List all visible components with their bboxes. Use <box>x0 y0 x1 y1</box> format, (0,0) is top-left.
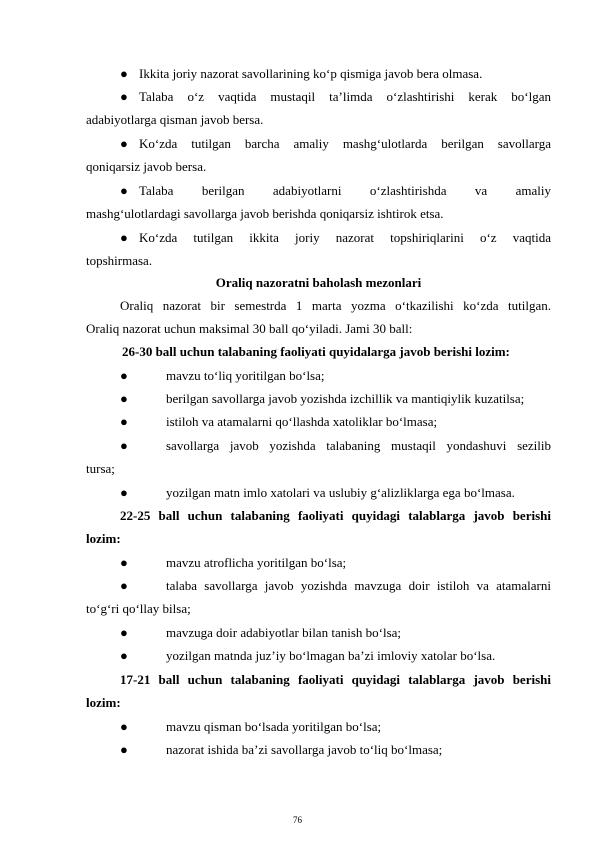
criteria-title: 22-25 ball uchun talabaning faoliyati quyidagi talablarga javob berishi <box>120 508 551 523</box>
bullet-icon: ● <box>120 438 128 453</box>
list-item: savollarga javob yozishda talabaning mustaqil yondashuvi sezilib <box>166 438 551 453</box>
list-item: mavzu atroflicha yoritilgan bo‘lsa; <box>166 555 347 570</box>
list-item: Ko‘zda tutilgan ikkita joriy nazorat topshiriqlarini o‘z vaqtida <box>139 230 551 245</box>
list-item-continuation: tursa; <box>86 461 115 476</box>
list-item: berilgan savollarga javob yozishda izchillik va mantiqiylik kuzatilsa; <box>166 391 525 406</box>
list-item-continuation: topshirmasa. <box>86 253 153 268</box>
bullet-icon: ● <box>120 89 128 104</box>
list-item-continuation: qoniqarsiz javob bersa. <box>86 159 207 174</box>
list-item: mavzu qisman bo‘lsada yoritilgan bo‘lsa; <box>166 719 382 734</box>
bullet-icon: ● <box>120 183 128 198</box>
paragraph-line: Oraliq nazorat uchun maksimal 30 ball qo‘yiladi. Jami 30 ball: <box>86 321 413 336</box>
criteria-title: 26-30 ball uchun talabaning faoliyati quyidalarga javob berishi lozim: <box>122 344 510 359</box>
bullet-icon: ● <box>120 719 128 734</box>
bullet-icon: ● <box>120 136 128 151</box>
bullet-icon: ● <box>120 414 128 429</box>
list-item: nazorat ishida ba’zi savollarga javob to‘liq bo‘lmasa; <box>166 742 443 757</box>
list-item: yozilgan matnda juz’iy bo‘lmagan ba’zi imloviy xatolar bo‘lsa. <box>166 648 496 663</box>
list-item-continuation: mashg‘ulotlardagi savollarga javob berishda qoniqarsiz ishtirok etsa. <box>86 206 444 221</box>
page-number: 76 <box>293 815 302 825</box>
bullet-icon: ● <box>120 485 128 500</box>
bullet-icon: ● <box>120 578 128 593</box>
bullet-icon: ● <box>120 230 128 245</box>
list-item: mavzuga doir adabiyotlar bilan tanish bo‘lsa; <box>166 625 402 640</box>
list-item-continuation: adabiyotlarga qisman javob bersa. <box>86 112 264 127</box>
criteria-title-continuation: lozim: <box>86 695 121 710</box>
bullet-icon: ● <box>120 742 128 757</box>
bullet-icon: ● <box>120 555 128 570</box>
list-item: mavzu to‘liq yoritilgan bo‘lsa; <box>166 368 325 383</box>
list-item: Talaba berilgan adabiyotlarni o‘zlashtirishda va amaliy <box>139 183 551 198</box>
list-item-continuation: to‘g‘ri qo‘llay bilsa; <box>86 601 191 616</box>
list-item: istiloh va atamalarni qo‘llashda xatoliklar bo‘lmasa; <box>166 414 438 429</box>
list-item: talaba savollarga javob yozishda mavzuga doir istiloh va atamalarni <box>166 578 551 593</box>
bullet-icon: ● <box>120 648 128 663</box>
section-heading: Oraliq nazoratni baholash mezonlari <box>215 275 422 290</box>
list-item: Talaba o‘z vaqtida mustaqil ta’limda o‘zlashtirishi kerak bo‘lgan <box>139 89 551 104</box>
bullet-icon: ● <box>120 368 128 383</box>
criteria-title-continuation: lozim: <box>86 531 121 546</box>
paragraph-line: Oraliq nazorat bir semestrda 1 marta yozma o‘tkazilishi ko‘zda tutilgan. <box>120 298 551 313</box>
list-item: yozilgan matn imlo xatolari va uslubiy g‘alizliklarga ega bo‘lmasa. <box>166 485 515 500</box>
bullet-icon: ● <box>120 625 128 640</box>
list-item: Ikkita joriy nazorat savollarining ko‘p qismiga javob bera olmasa. <box>139 66 483 81</box>
list-item: Ko‘zda tutilgan barcha amaliy mashg‘ulotlarda berilgan savollarga <box>139 136 551 151</box>
bullet-icon: ● <box>120 66 128 81</box>
criteria-title: 17-21 ball uchun talabaning faoliyati quyidagi talablarga javob berishi <box>120 672 551 687</box>
bullet-icon: ● <box>120 391 128 406</box>
